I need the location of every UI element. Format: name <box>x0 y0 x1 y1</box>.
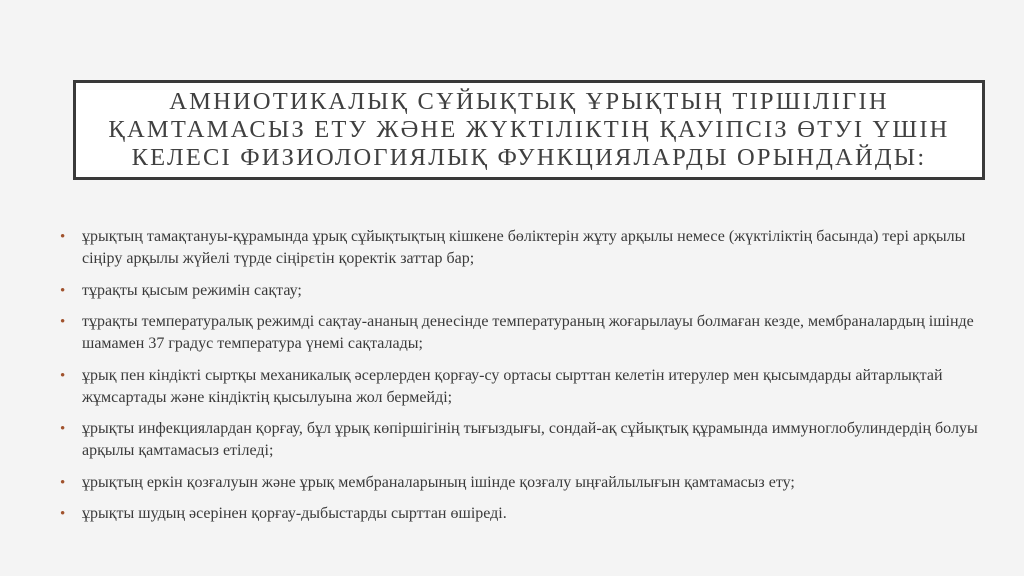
bullet-dot-icon: • <box>60 367 66 384</box>
bullet-text: ұрықтың тамақтануы-құрамында ұрық сұйықтықтың кішкене бөліктерін жұту арқылы немесе (жүктіліктің басында) тері арқылы сіңіру арқылы жүйелі түрде сіңірετін қоректік заттар бар; <box>82 228 966 267</box>
bullet-dot-icon: • <box>60 229 66 245</box>
bullet-text: ұрық пен кіндікті сыртқы механикалық әсерлерден қорғау-су ортасы сырттан келетін итерулер мен қысымдарды айтарлықтай жұмсартады және кіндіктің қысылуына жол бермейді; <box>82 366 943 406</box>
bullet-item <box>58 418 978 462</box>
bullet-text: тұрақты температуралық режимді сақтау-ананың денесінде температураның жоғарылауы болмаған кезде, мембраналардың ішінде шамамен 37 градус температура үнемі сақталады; <box>82 313 974 352</box>
bullet-item <box>58 365 978 409</box>
bullet-dot-icon: • <box>60 506 66 522</box>
bullet-item <box>58 311 978 355</box>
bullet-dot-icon: • <box>60 282 66 299</box>
bullet-item <box>58 280 978 302</box>
bullet-text: ұрықтың еркін қозғалуын және ұрық мембраналарының ішінде қозғалу ыңғайлылығын қамтамасыз ету; <box>82 473 795 491</box>
bullet-item <box>58 503 978 525</box>
bullet-text: ұрықты шудың әсерінен қорғау-дыбыстарды сырттан өшіреді. <box>82 505 507 522</box>
bullet-list <box>58 226 978 535</box>
bullet-dot-icon: • <box>60 474 66 491</box>
title-box <box>73 80 985 180</box>
slide-title: АМНИОТИКАЛЫҚ СҰЙЫҚТЫҚ ҰРЫҚТЫҢ ТІРШІЛІГІН ҚАМТАМАСЫЗ ЕТУ ЖӘНЕ ЖҮКТІЛІКТІҢ ҚАУІПСІЗ ӨТУІ ҮШІН КЕЛЕСІ ФИЗИОЛОГИЯЛЫҚ ФУНКЦИЯЛАРДЫ ОРЫНДАЙДЫ: <box>108 88 950 171</box>
bullet-text: ұрықты инфекциялардан қорғау, бұл ұрық көпіршігінің тығыздығы, сондай-ақ сұйықтық құрамында иммуноглобулиндердің болуы арқылы қамтамасыз етіледі; <box>82 420 978 459</box>
bullet-dot-icon: • <box>60 314 66 330</box>
bullet-item <box>58 472 978 494</box>
bullet-item <box>58 226 978 270</box>
bullet-dot-icon: • <box>60 421 66 437</box>
bullet-text: тұрақты қысым режимін сақтау; <box>82 281 302 299</box>
